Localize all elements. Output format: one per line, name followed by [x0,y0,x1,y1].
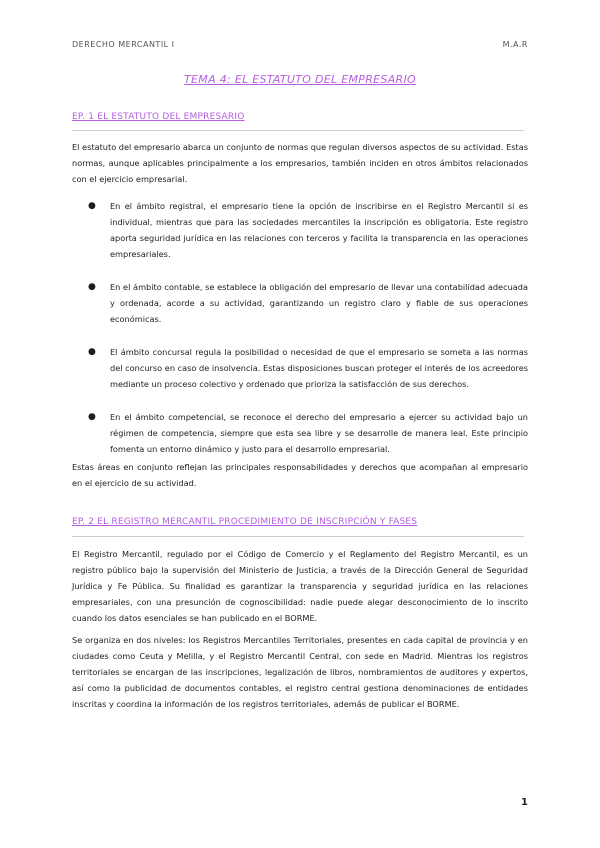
section1-heading: EP. 1 EL ESTATUTO DEL EMPRESARIO [72,112,245,122]
bullet-registral [72,198,528,262]
bullet-text: En el ámbito contable, se establece la obligación del empresario de llevar una contabilidad adecuada y ordenada, acorde a su actividad, garantizando un registro claro y fiable de sus operaciones económicas. [110,282,528,324]
bullet-concursal [72,344,528,392]
header-author-initials: M.A.R [502,40,528,49]
bullet-dot-icon: ● [88,347,96,357]
section2-divider [72,536,524,537]
section1-closing: Estas áreas en conjunto reflejan las principales responsabilidades y derechos que acompañan al empresario en el ejercicio de su actividad. [72,462,528,488]
bullet-text: En el ámbito competencial, se reconoce el derecho del empresario a ejercer su actividad bajo un régimen de competencia, siempre que esta sea libre y se desarrolle de manera leal. Este principio fomenta un entorno dinámico y justo para el desarrollo empresarial. [110,412,528,454]
bullet-dot-icon: ● [88,282,96,292]
page-number: 1 [521,797,528,808]
section2-paragraph-2: Se organiza en dos niveles: los Registros Mercantiles Territoriales, presentes en cada capital de provincia y en ciudades como Ceuta y Melilla, y el Registro Mercantil Central, con sede en Madrid. Mientras los registros territoriales se encargan de las inscripciones, legalización de libros, nombramientos de auditores y expertos, así como la publicidad de documentos contables, el registro central gestiona denominaciones de entidades inscritas y coordina la información de los registros territoriales, además de publicar el BORME. [72,635,528,709]
section2-heading: EP. 2 EL REGISTRO MERCANTIL PROCEDIMIENTO DE INSCRIPCIÓN Y FASES [72,517,418,527]
bullet-text: En el ámbito registral, el empresario tiene la opción de inscribirse en el Registro Mercantil si es individual, mientras que para las sociedades mercantiles la inscripción es obligatoria. Este registro aporta seguridad jurídica en las relaciones con terceros y facilita la transparencia en las operaciones empresariales. [110,201,528,259]
page-title: TEMA 4: EL ESTATUTO DEL EMPRESARIO [184,73,416,86]
header-course-title: DERECHO MERCANTIL I [72,40,175,49]
bullet-text: El ámbito concursal regula la posibilidad o necesidad de que el empresario se someta a las normas del concurso en caso de insolvencia. Estas disposiciones buscan proteger el interés de los acreedores mediante un proceso colectivo y ordenado que prioriza la satisfacción de sus derechos. [110,347,528,389]
section1-bullet-list [72,198,528,457]
section1-divider [72,130,524,131]
bullet-contable [72,279,528,327]
section1-intro: El estatuto del empresario abarca un conjunto de normas que regulan diversos aspectos de su actividad. Estas normas, aunque aplicables principalmente a los empresarios, también inciden en otros ámbitos relacionados con el ejercicio empresarial. [72,142,528,184]
bullet-competencial [72,409,528,457]
section2-paragraph-1: El Registro Mercantil, regulado por el Código de Comercio y el Reglamento del Registro Mercantil, es un registro público bajo la supervisión del Ministerio de Justicia, a través de la Dirección General de Seguridad Jurídica y Fe Pública. Su finalidad es garantizar la transparencia y seguridad jurídica en las relaciones empresariales, con una presunción de cognoscibilidad: nadie puede alegar desconocimiento de lo inscrito cuando los datos esenciales se han publicado en el BORME. [72,549,528,623]
bullet-dot-icon: ● [88,412,96,422]
bullet-dot-icon: ● [88,201,96,211]
